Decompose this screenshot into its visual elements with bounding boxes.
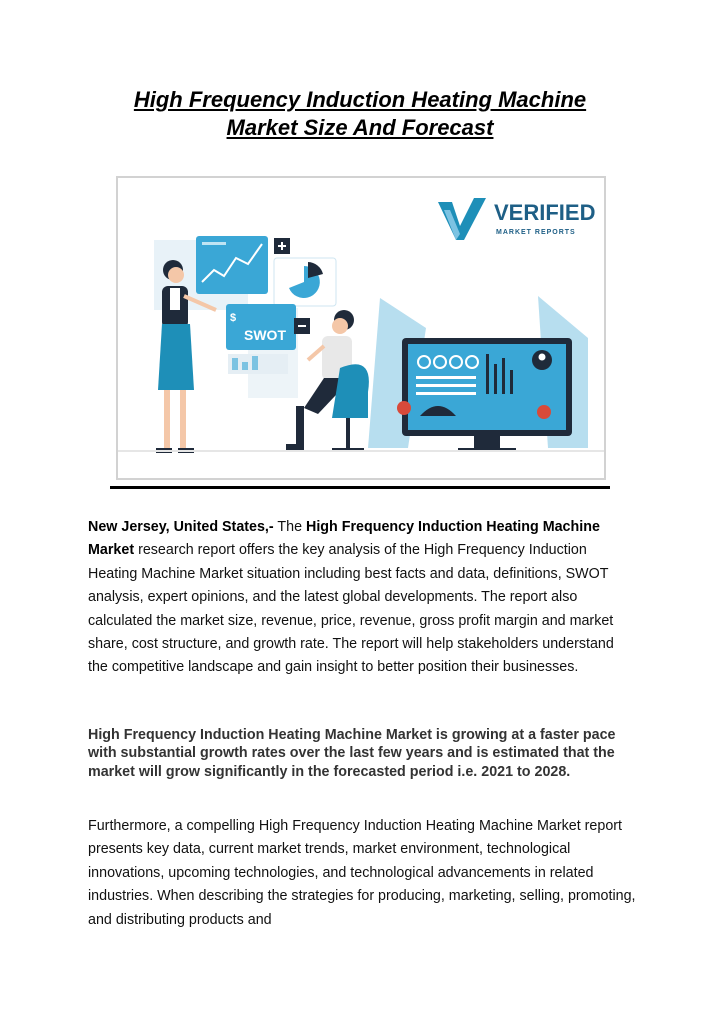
title-line-2: Market Size And Forecast (226, 115, 494, 140)
woman-leg (164, 390, 170, 450)
logo-tagline-text: MARKET REPORTS (496, 229, 576, 236)
horizontal-divider (110, 486, 610, 489)
market-name-text: High Frequency Induction Heating Machine Market (88, 519, 600, 559)
details-paragraph (88, 815, 638, 932)
chair-leg (346, 418, 350, 450)
line-chart-card (196, 236, 268, 294)
details-text: Furthermore, a compelling High Frequency Induction Heating Machine Market report presents key data, current market trends, market environment, technological innovations, upcoming technologies, and technological advancements in related industries. When describing the strategies for producing, marketing, selling, promoting, and distributing products and (88, 818, 636, 928)
woman-face (168, 267, 184, 283)
intro-body-text: research report offers the key analysis of the High Frequency Induction Heating Machine Market situation including best facts and data, definitions, SWOT analysis, expert opinions, and the latest global developments. The report also calculated the market size, revenue, price, revenue, gross profit margin and market share, cost structure, and growth rate. The report will help stakeholders understand the competitive landscape and gain insight to better position their businesses. (88, 542, 614, 676)
minus-icon (294, 318, 310, 334)
growth-text: High Frequency Induction Heating Machine Market is growing at a faster pace with substantial growth rates over the last few years and is estimated that the market will grow significantly in the forecasted period i.e. 2021 to 2028. (88, 727, 616, 780)
pie-chart-card (274, 258, 336, 306)
intro-paragraph (88, 516, 633, 680)
man-face (332, 318, 348, 334)
red-flower (397, 401, 411, 415)
monitor-stand (474, 436, 500, 450)
dashboard-monitor (368, 296, 588, 452)
location-text: New Jersey, United States,- (88, 519, 274, 535)
dollar-icon: $ (230, 312, 237, 324)
woman-skirt (158, 324, 194, 390)
woman-shirt (170, 288, 180, 310)
man-arm (308, 346, 324, 360)
logo-v-mark (438, 198, 486, 240)
the-text: The (273, 519, 306, 535)
growth-paragraph (88, 726, 633, 781)
illustration-svg (118, 178, 604, 478)
red-flower (537, 405, 551, 419)
swot-card (226, 304, 296, 350)
plus-icon (274, 238, 290, 254)
floor-line (118, 450, 604, 452)
chart-label-bar (202, 242, 226, 245)
woman-leg (180, 390, 186, 450)
man-shin (296, 406, 304, 446)
mini-bar-block (228, 354, 288, 374)
title-line-1: High Frequency Induction Heating Machine (133, 87, 587, 112)
verified-logo (438, 198, 595, 240)
page-title (60, 86, 660, 142)
logo-brand-text: VERIFIED (494, 200, 596, 225)
hero-illustration (116, 176, 606, 480)
man-shoe (286, 444, 304, 450)
swot-label: SWOT (244, 327, 286, 343)
